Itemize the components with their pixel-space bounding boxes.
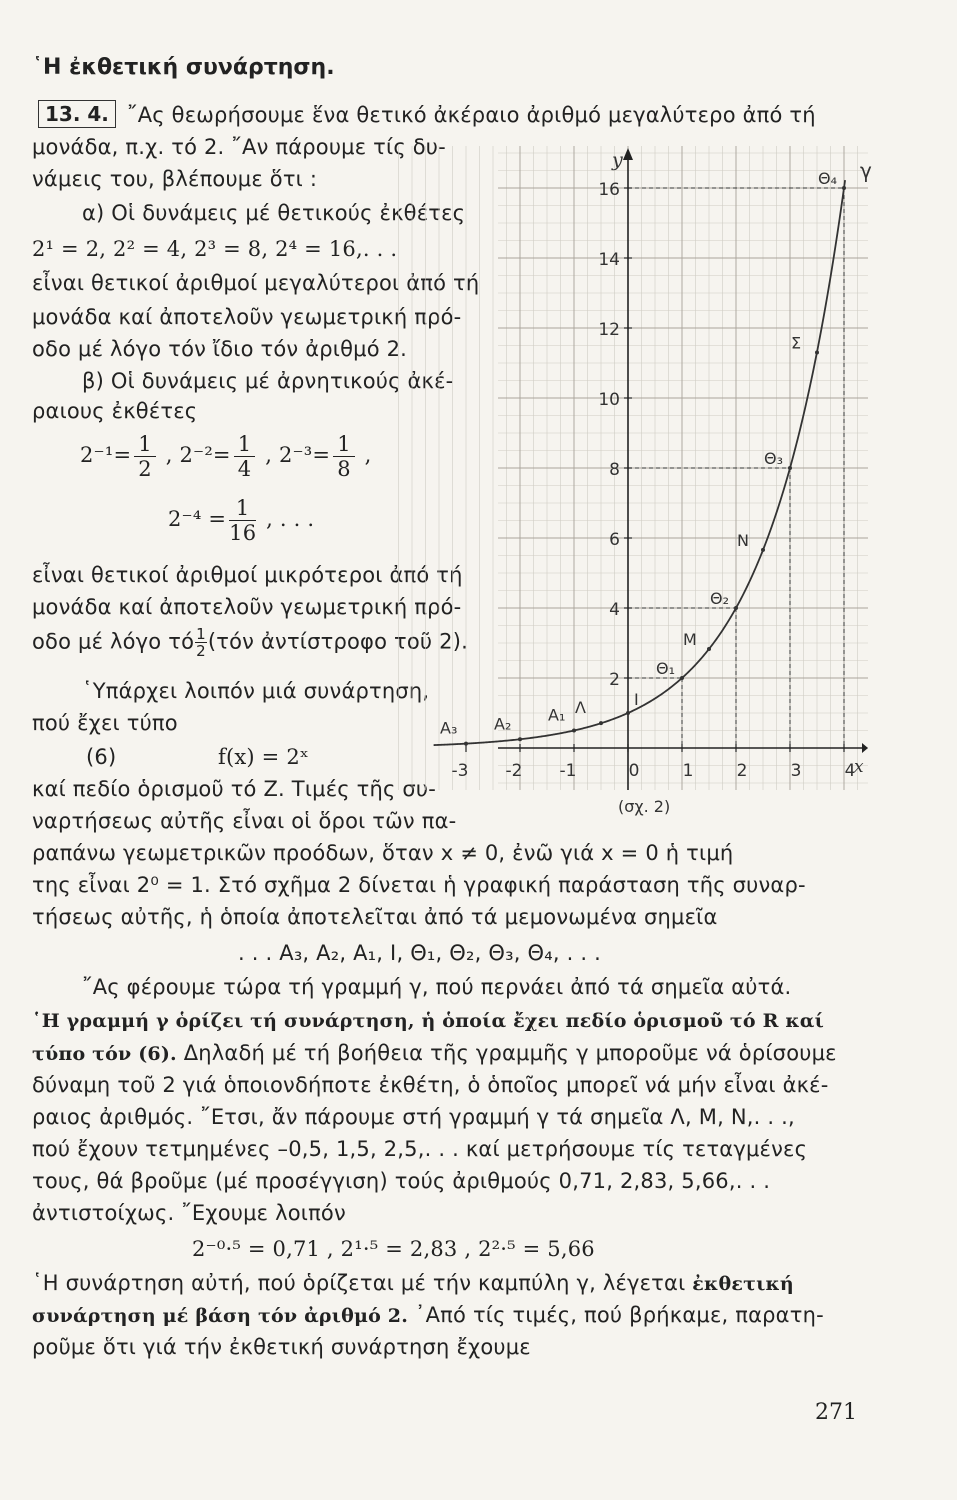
- x-tick-label: 0: [628, 761, 640, 781]
- equation-number: (6): [86, 745, 117, 769]
- formula-tail: ,: [364, 443, 372, 467]
- tick-labels: [452, 180, 856, 781]
- intro-line-3: νάμεις του, βλέπουμε ὅτι :: [32, 167, 318, 191]
- point-marker: [599, 721, 603, 725]
- item-a-line-3: μονάδα καί ἀποτελοῦν γεωμετρική πρό-: [32, 305, 462, 329]
- y-tick-label: 4: [609, 600, 620, 620]
- point-marker: [680, 676, 684, 680]
- fraction-1: [134, 432, 156, 481]
- paragraph-number: 13. 4.: [38, 100, 116, 128]
- section-title: ῾Η ἐκθετική συνάρτηση.: [32, 55, 335, 80]
- curve-line-9: [32, 1268, 794, 1299]
- point-marker: [707, 647, 711, 651]
- equation: f(x) = 2ˣ: [218, 745, 310, 769]
- point-marker: [734, 606, 738, 610]
- curve-label: γ: [860, 158, 872, 183]
- fraction-numerator: 1: [134, 432, 156, 457]
- x-tick-label: 3: [790, 761, 802, 781]
- fraction-denominator: 4: [237, 457, 252, 481]
- x-tick-label: 1: [682, 761, 694, 781]
- fraction-denominator: 2: [196, 642, 206, 660]
- point-label: A₁: [548, 705, 566, 725]
- formula-term-3: , 2⁻³=: [265, 443, 331, 467]
- intro-line-2: μονάδα, π.χ. τό 2. ῎Αν πάρουμε τίς δυ-: [32, 135, 446, 159]
- point-marker: [815, 351, 819, 355]
- point-label: Θ₃: [764, 449, 784, 468]
- point-marker: [518, 737, 522, 741]
- fraction-numerator: 1: [333, 432, 355, 457]
- formula-tail: , . . .: [266, 507, 315, 531]
- item-b-line-5: [32, 626, 468, 659]
- y-tick-label: 16: [598, 180, 620, 200]
- y-tick-label: 2: [609, 670, 620, 690]
- y-tick-label: 10: [598, 390, 620, 410]
- curve-line-4: δύναμη τοῦ 2 γιά ὁποιονδήποτε ἐκθέτη, ὁ ὁποῖος μπορεῖ νά μήν εἶναι ἀκέ-: [32, 1073, 829, 1097]
- x-tick-label: 4: [844, 761, 856, 781]
- negative-powers-formula-1: [80, 432, 372, 481]
- point-label: A₂: [494, 714, 512, 734]
- function-line-3: καί πεδίο ὁρισμοῦ τό Ζ. Τιμές τῆς συ-: [32, 777, 437, 801]
- y-tick-label: 8: [609, 460, 620, 480]
- x-tick-label: -2: [505, 761, 523, 781]
- point-label: Σ: [791, 333, 802, 353]
- curve-line-5: ραιος ἀριθμός. ῎Ετσι, ἄν πάρουμε στή γραμμή γ τά σημεῖα Λ, Μ, Ν,. . .,: [32, 1105, 795, 1129]
- exponential-graph: [440, 140, 872, 825]
- point-label: I: [634, 690, 639, 709]
- bold-term: ἐκθετική: [692, 1273, 794, 1295]
- point-marker: [761, 548, 765, 552]
- item-b-line-4: μονάδα καί ἀποτελοῦν γεωμετρική πρό-: [32, 595, 462, 619]
- function-line-7: τήσεως αὐτῆς, ἡ ὁποία ἀποτελεῖται ἀπό τά μεμονωμένα σημεῖα: [32, 905, 718, 929]
- point-label: Θ₂: [710, 589, 730, 608]
- line-rest: ᾿Από τίς τιμές, πού βρήκαμε, παρατη-: [408, 1303, 824, 1327]
- curve-line-10: [32, 1300, 824, 1331]
- curve-line-6: πού ἔχουν τετμημένες –0,5, 1,5, 2,5,. . . καί μετρήσουμε τίς τεταγμένες: [32, 1137, 808, 1161]
- fraction-denominator: 2: [138, 457, 152, 481]
- curve-line-11: ροῦμε ὅτι γιά τήν ἐκθετική συνάρτηση ἔχουμε: [32, 1335, 531, 1359]
- function-line-1: ῾Υπάρχει λοιπόν μιά συνάρτηση,: [82, 679, 430, 703]
- y-axis-arrow: [623, 148, 633, 160]
- axes: [498, 148, 868, 790]
- negative-powers-formula-2: [168, 496, 314, 545]
- grid-major: [498, 146, 868, 790]
- curve-line-8: ἀντιστοίχως. ῎Εχουμε λοιπόν: [32, 1201, 346, 1225]
- curve-line-2: ῾Η γραμμή γ ὁρίζει τή συνάρτηση, ἡ ὁποία ἔχει πεδίο ὁρισμοῦ τό R καί: [32, 1010, 825, 1032]
- point-labels: [440, 169, 846, 746]
- point-marker: [572, 729, 576, 733]
- point-marker: [788, 466, 792, 470]
- x-tick-label: 2: [736, 761, 748, 781]
- curve-line-7: τους, θά βροῦμε (μέ προσέγγιση) τούς ἀριθμούς 0,71, 2,83, 5,66,. . .: [32, 1169, 771, 1193]
- ratio-fraction: [195, 626, 207, 659]
- point-label: M: [683, 629, 697, 649]
- point-label: Λ: [575, 698, 586, 718]
- points-list: . . . A₃, A₂, A₁, I, Θ₁, Θ₂, Θ₃, Θ₄, . . .: [238, 941, 601, 965]
- y-tick-label: 6: [609, 530, 620, 550]
- formula-term-1: 2⁻¹=: [80, 443, 132, 467]
- item-b-line-2: ραιους ἐκθέτες: [32, 399, 198, 423]
- y-axis-label: y: [612, 149, 623, 171]
- fraction-3: [333, 432, 355, 481]
- item-b-line-1: β) Οἱ δυνάμεις μέ ἀρνητικούς ἀκέ-: [82, 369, 454, 393]
- fraction-2: [234, 432, 256, 481]
- ratio-prefix: οδο μέ λόγο τό: [32, 629, 195, 654]
- bold-phrase: τύπο τόν (6).: [32, 1043, 177, 1065]
- point-label: N: [737, 530, 749, 550]
- figure-caption: (σχ. 2): [618, 797, 671, 816]
- y-tick-label: 12: [598, 320, 620, 340]
- intro-line-1: ῎Ας θεωρήσουμε ἕνα θετικό ἀκέραιο ἀριθμό μεγαλύτερο ἀπό τή: [127, 103, 816, 127]
- page-number: 271: [815, 1400, 857, 1425]
- line-rest: Δηλαδή μέ τή βοήθεια τῆς γραμμῆς γ μποροῦμε νά ὁρίσουμε: [176, 1041, 837, 1065]
- function-line-4: ναρτήσεως αὐτῆς εἶναι οἱ ὅροι τῶν πα-: [32, 809, 457, 833]
- x-axis-arrow: [862, 743, 868, 753]
- point-marker: [626, 711, 630, 715]
- y-tick-label: 14: [598, 250, 620, 270]
- formula-term-4: 2⁻⁴ =: [168, 507, 227, 531]
- item-a-line-1: α) Οἱ δυνάμεις μέ θετικούς ἐκθέτες: [82, 201, 466, 225]
- fraction-denominator: 16: [229, 521, 257, 545]
- function-line-5: ραπάνω γεωμετρικῶν προόδων, ὅταν x ≠ 0, ἐνῶ γιά x = 0 ἡ τιμή: [32, 841, 734, 865]
- point-marker: [464, 742, 468, 746]
- x-axis-label: x: [854, 757, 864, 777]
- line-start: ῾Η συνάρτηση αὐτή, πού ὁρίζεται μέ τήν καμπύλη γ, λέγεται: [32, 1271, 693, 1295]
- item-a-line-2: εἶναι θετικοί ἀριθμοί μεγαλύτεροι ἀπό τή: [32, 271, 480, 295]
- curve-line-3: [32, 1038, 837, 1069]
- point-label: A₃: [440, 718, 458, 738]
- values-formula: 2⁻⁰·⁵ = 0,71 , 2¹·⁵ = 2,83 , 2²·⁵ = 5,66: [192, 1237, 595, 1261]
- point-marker: [842, 186, 846, 190]
- fraction-numerator: 1: [229, 496, 256, 521]
- fraction-numerator: 1: [196, 625, 206, 643]
- x-tick-label: -3: [451, 761, 469, 781]
- point-label: Θ₁: [656, 659, 676, 678]
- ratio-suffix: (τόν ἀντίστροφο τοῦ 2).: [207, 629, 468, 654]
- formula-term-2: , 2⁻²=: [165, 443, 231, 467]
- item-a-formula: 2¹ = 2, 2² = 4, 2³ = 8, 2⁴ = 16,. . .: [32, 237, 398, 261]
- point-label: Θ₄: [818, 169, 838, 188]
- curve-line-1: ῎Ας φέρουμε τώρα τή γραμμή γ, πού περνάει ἀπό τά σημεῖα αὐτά.: [82, 975, 792, 999]
- item-a-line-4: οδο μέ λόγο τόν ἴδιο τόν ἀριθμό 2.: [32, 337, 408, 361]
- fraction-denominator: 8: [337, 457, 351, 481]
- bold-phrase: συνάρτηση μέ βάση τόν ἀριθμό 2.: [32, 1305, 409, 1327]
- fraction-numerator: 1: [234, 432, 256, 457]
- item-b-line-3: εἶναι θετικοί ἀριθμοί μικρότεροι ἀπό τή: [32, 563, 463, 587]
- fraction-4: [229, 496, 256, 545]
- x-tick-label: -1: [559, 761, 577, 781]
- function-line-6: της εἶναι 2⁰ = 1. Στό σχῆμα 2 δίνεται ἡ γραφική παράσταση τῆς συναρ-: [32, 873, 806, 897]
- function-line-2: πού ἔχει τύπο: [32, 711, 178, 735]
